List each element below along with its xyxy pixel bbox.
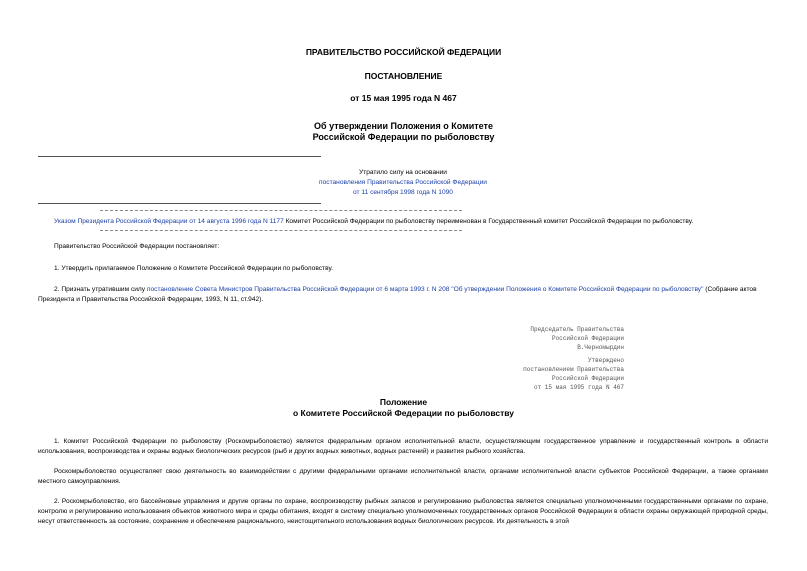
divider-top (38, 156, 321, 157)
approval-line4: от 15 мая 1995 года N 467 (533, 384, 624, 391)
provision-title-line2: о Комитете Российской Федерации по рыболовству (292, 408, 514, 418)
item-2-suffix: (Собрание актов Президента и Правительства Российской Федерации, 1993, N 11, ст.942). (38, 286, 757, 303)
approval-line1: Утверждено (587, 357, 624, 364)
provision-title-line1: Положение (379, 397, 428, 407)
dashed-divider-bottom (100, 230, 462, 231)
approval-block (480, 356, 624, 392)
repeal-decree-link[interactable] (300, 178, 506, 198)
dashed-divider-top (100, 210, 462, 211)
status-note (300, 168, 506, 198)
repeal-decree-link-line1[interactable]: постановления Правительства Российской Федерации (319, 179, 487, 186)
provision-paragraph-1: 1. Комитет Российской Федерации по рыболовству (Роскомрыболовство) является федеральным органом исполнительной власти, осуществляющим государственное управление и государственный контроль в области использования, воспроизводства и охраны водных биологических ресурсов (рыб и других водных животных, водных растений) и развития рыбного хозяйства. (38, 438, 768, 455)
item-1-paragraph: 1. Утвердить прилагаемое Положение о Комитете Российской Федерации по рыболовству. (54, 265, 333, 272)
status-note-text: Утратило силу на основании (359, 169, 447, 176)
government-heading: ПРАВИТЕЛЬСТВО РОССИЙСКОЙ ФЕДЕРАЦИИ (305, 47, 502, 57)
document-type-heading: ПОСТАНОВЛЕНИЕ (364, 71, 443, 81)
item-2-prefix: 2. Признать утратившим силу (54, 286, 147, 293)
presidential-decree-link[interactable]: Указом Президента Российской Федерации от 14 августа 1996 года N 1177 (54, 218, 284, 225)
signature-line3: В.Черномырдин (577, 344, 624, 351)
intro-paragraph: Правительство Российской Федерации постановляет: (54, 243, 220, 250)
rename-note-text: Комитет Российской Федерации по рыболовству переименован в Государственный комитет Российской Федерации по рыболовству. (283, 218, 694, 225)
document-title-line2: Российской Федерации по рыболовству (312, 132, 495, 142)
repeal-decree-link-line2[interactable]: от 11 сентября 1998 года N 1090 (353, 189, 453, 196)
signature-line2: Российской Федерации (551, 335, 624, 342)
divider-bottom (38, 203, 321, 204)
document-title-line1: Об утверждении Положения о Комитете (314, 121, 493, 131)
date-number-heading: от 15 мая 1995 года N 467 (350, 93, 457, 103)
approval-line2: постановлением Правительства (523, 366, 624, 373)
signature-line1: Председатель Правительства (530, 326, 624, 333)
provision-title (0, 397, 807, 419)
approval-line3: Российской Федерации (551, 375, 624, 382)
provision-paragraph-3: 2. Роскомрыболовство, его бассейновые управления и другие органы по охране, воспроизводству рыбных запасов и регулированию рыболовства является специально уполномоченными государственными органами по охране, контролю и регулированию использования объектов животного мира и среды обитания, входят в систему специально уполномоченных государственных органов Российской Федерации в области охраны окружающей природной среды, несут ответственность за состояние, сохранение и обеспечение рационального, неистощительного использования водных биологических ресурсов. Их деятельность в этой (38, 498, 768, 525)
item-2-paragraph (38, 285, 768, 305)
signature-block (480, 325, 624, 352)
document-title (0, 121, 807, 143)
repealed-resolution-link[interactable]: постановление Совета Министров Правительства Российской Федерации от 6 марта 1993 г. N 208 "Об утверждении Положения о Комитете Российской Федерации по рыболовству" (146, 286, 704, 293)
rename-note (54, 217, 784, 227)
provision-paragraph-2: Роскомрыболовство осуществляет свою деятельность во взаимодействии с другими федеральными органами исполнительной власти, органами исполнительной власти субъектов Российской Федерации, а также органами местного самоуправления. (38, 468, 768, 485)
